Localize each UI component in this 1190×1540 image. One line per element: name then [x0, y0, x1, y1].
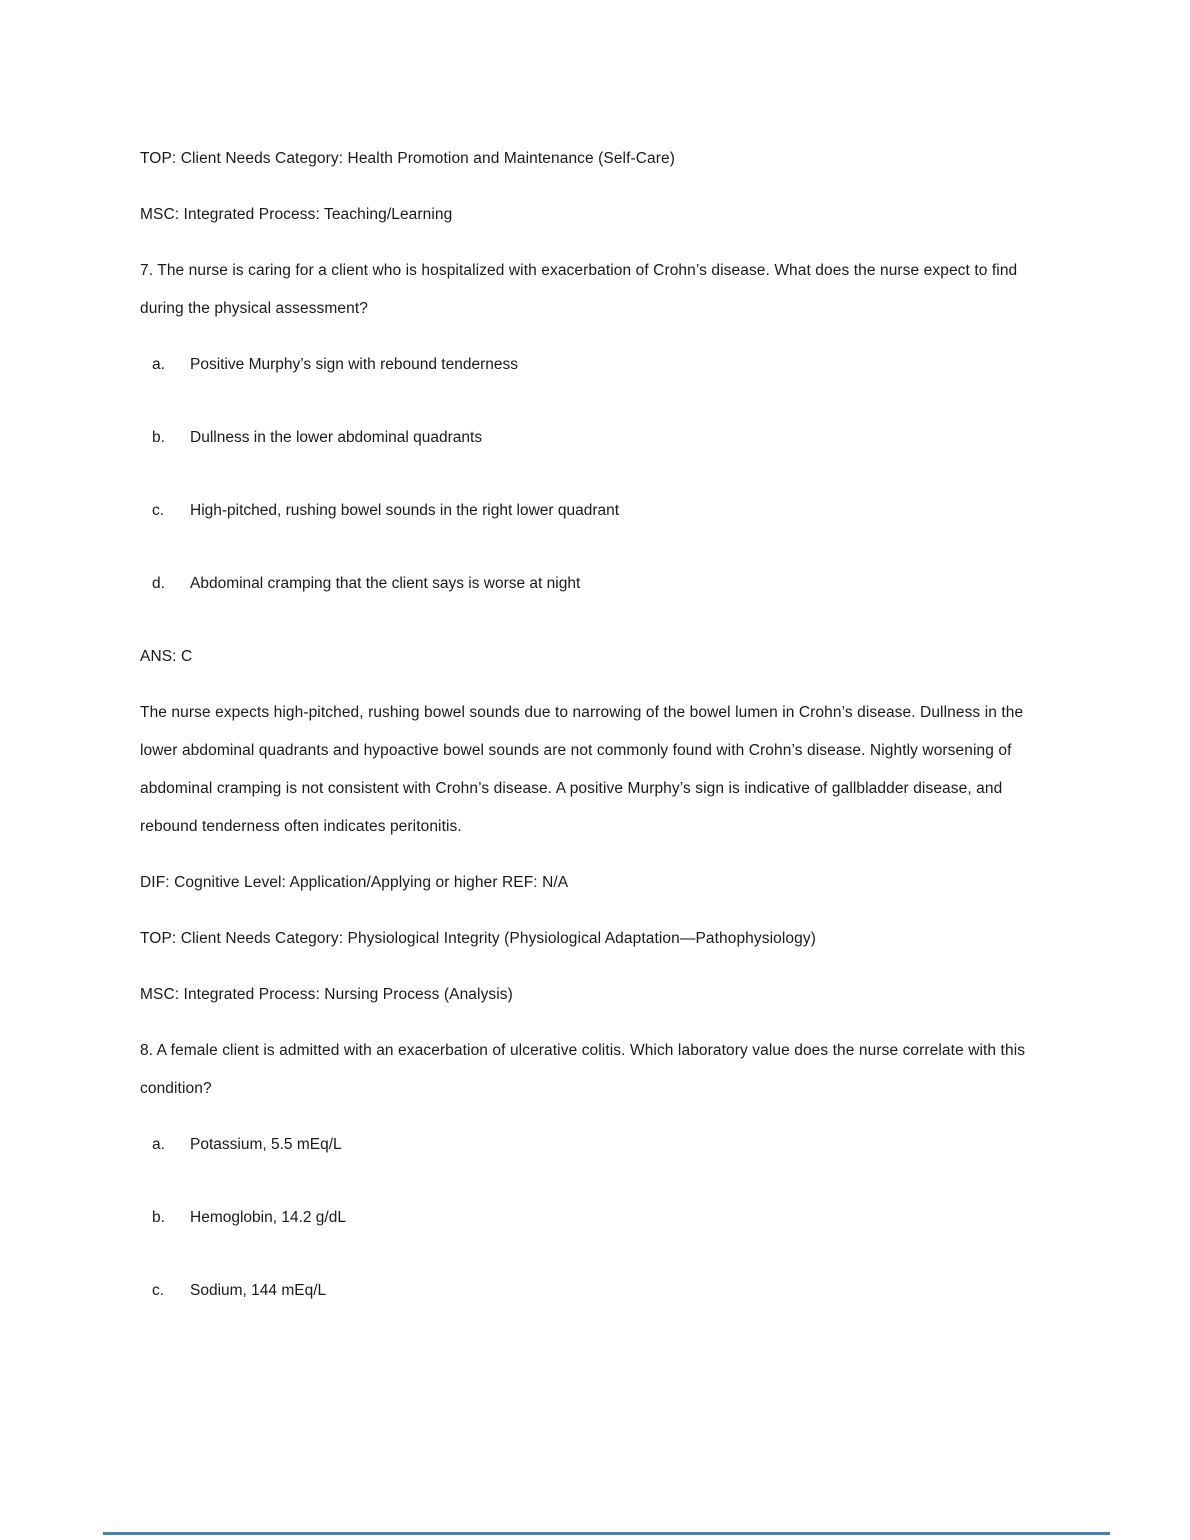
option-letter: c. [152, 1282, 165, 1299]
question-7-option-a [140, 346, 1050, 384]
question-7-top-line: TOP: Client Needs Category: Physiological Integrity (Physiological Adaptation—Pathophysiology) [140, 930, 816, 947]
question-7-msc-line: MSC: Integrated Process: Nursing Process (Analysis) [140, 986, 513, 1003]
option-letter: a. [152, 1136, 165, 1153]
option-text: Positive Murphy’s sign with rebound tenderness [190, 356, 518, 373]
option-letter: b. [152, 429, 165, 446]
option-letter: a. [152, 356, 165, 373]
page-bottom-divider [103, 1532, 1110, 1535]
question-8-options [140, 1126, 1050, 1310]
question-7-dif-line: DIF: Cognitive Level: Application/Applying or higher REF: N/A [140, 874, 569, 891]
option-letter: d. [152, 575, 165, 592]
question-8-option-b [140, 1199, 1050, 1237]
question-8-stem: 8. A female client is admitted with an exacerbation of ulcerative colitis. Which laboratory value does the nurse correlate with this condition? [140, 1042, 1026, 1097]
option-text: Hemoglobin, 14.2 g/dL [190, 1209, 346, 1226]
option-text: Abdominal cramping that the client says is worse at night [190, 575, 581, 592]
option-letter: c. [152, 502, 165, 519]
question-7-option-b [140, 419, 1050, 457]
question-7-option-d [140, 565, 1050, 603]
option-text: High-pitched, rushing bowel sounds in the right lower quadrant [190, 502, 620, 519]
document-content [140, 140, 1050, 1345]
meta-top-line: TOP: Client Needs Category: Health Promotion and Maintenance (Self-Care) [140, 150, 676, 167]
option-text: Dullness in the lower abdominal quadrants [190, 429, 483, 446]
question-7-stem: 7. The nurse is caring for a client who is hospitalized with exacerbation of Crohn’s disease. What does the nurse expect to find during the physical assessment? [140, 262, 1018, 317]
meta-msc-line: MSC: Integrated Process: Teaching/Learning [140, 206, 453, 223]
option-text: Sodium, 144 mEq/L [190, 1282, 327, 1299]
option-text: Potassium, 5.5 mEq/L [190, 1136, 342, 1153]
question-7-answer: ANS: C [140, 648, 193, 665]
question-7-options [140, 346, 1050, 603]
question-7-rationale: The nurse expects high-pitched, rushing bowel sounds due to narrowing of the bowel lumen in Crohn’s disease. Dullness in the lower abdominal quadrants and hypoactive bowel sounds are not commonly found with Crohn’s disease. Nightly worsening of abdominal cramping is not consistent with Crohn’s disease. A positive Murphy’s sign is indicative of gallbladder disease, and rebound tenderness often indicates peritonitis. [140, 704, 1024, 835]
question-7-option-c [140, 492, 1050, 530]
question-8-option-a [140, 1126, 1050, 1164]
option-letter: b. [152, 1209, 165, 1226]
question-8-option-c [140, 1272, 1050, 1310]
